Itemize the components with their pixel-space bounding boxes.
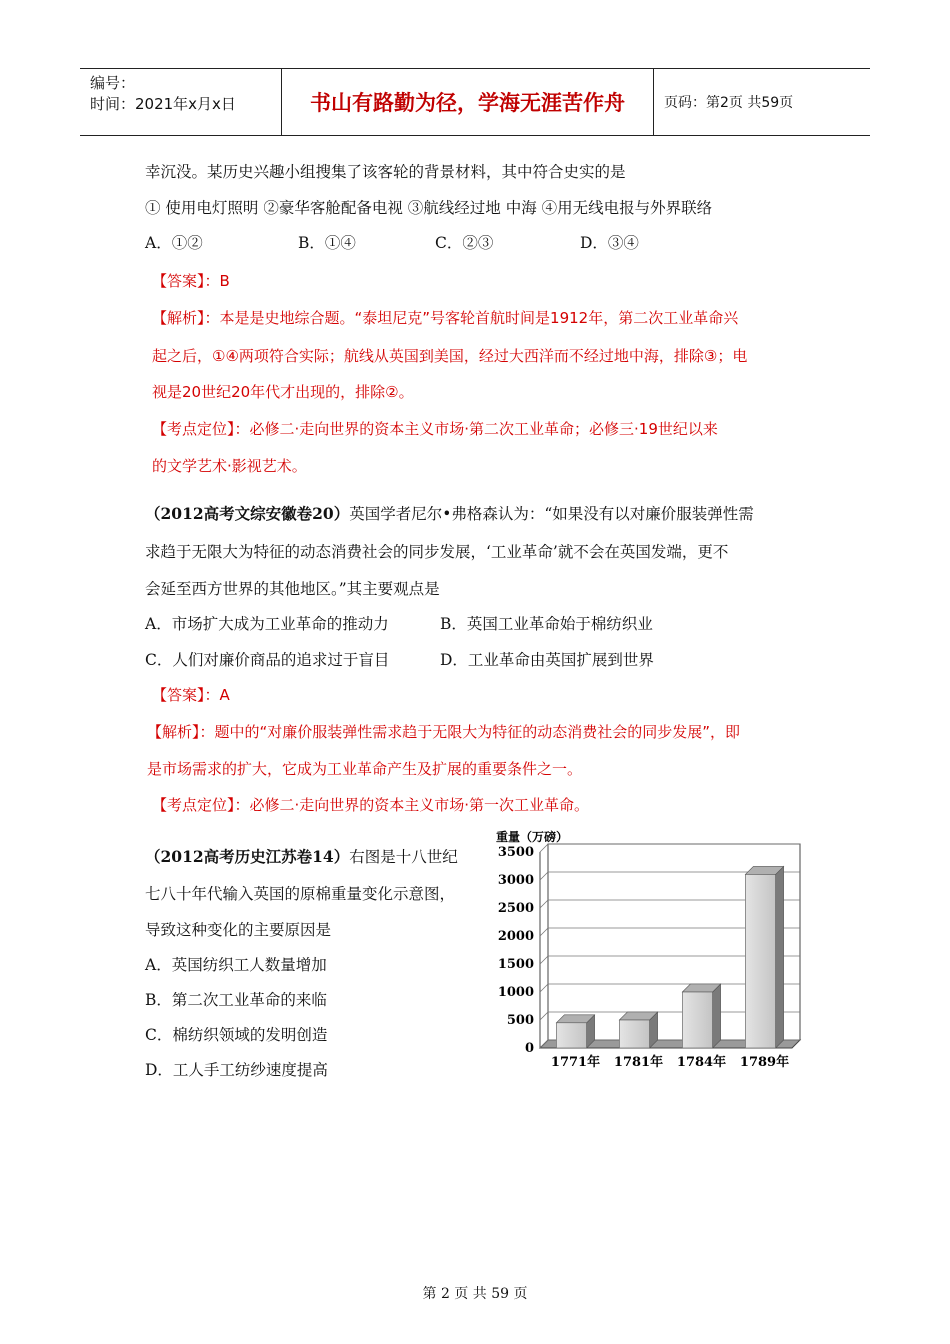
q2-stem-line: 求趋于无限大为特征的动态消费社会的同步发展，‘工业革命’就不会在英国发端，更不 xyxy=(145,543,729,561)
q3-stem-line: 右图是十八世纪 xyxy=(349,848,458,866)
serial-label: 编号： xyxy=(90,74,136,92)
date-line: 时间：2021年x月x日 xyxy=(90,95,236,113)
q2-stem-first xyxy=(145,502,754,524)
q1-answer: 【答案】：B xyxy=(152,272,230,290)
q2-stem-line: 英国学者尼尔•弗格森认为：“如果没有以对廉价服装弹性需 xyxy=(349,505,754,523)
q1-option-d: D．③④ xyxy=(580,234,639,252)
chart-bar-front xyxy=(619,1020,649,1048)
cotton-import-chart xyxy=(490,826,810,1076)
q1-point-line: 【考点定位】：必修二·走向世界的资本主义市场·第二次工业革命；必修三·19世纪以来 xyxy=(152,420,718,438)
chart-ytick-label: 2000 xyxy=(497,929,534,944)
q1-analysis-line: 【解析】：本是是史地综合题。“泰坦尼克”号客轮首航时间是1912年，第二次工业革命兴 xyxy=(152,309,739,327)
chart-bar-side xyxy=(776,866,784,1048)
q3-option-c: C．棉纺织领域的发明创造 xyxy=(145,1026,328,1044)
chart-gridline xyxy=(540,928,548,936)
chart-gridline xyxy=(540,984,548,992)
chart-gridline xyxy=(540,900,548,908)
q3-stem-line: 七八十年代输入英国的原棉重量变化示意图， xyxy=(145,885,456,903)
chart-bar-front xyxy=(556,1023,586,1048)
chart-ytick-label: 0 xyxy=(524,1041,534,1056)
chart-xtick-label: 1784年 xyxy=(676,1055,727,1070)
page-footer: 第 2 页 共 59 页 xyxy=(422,1286,528,1302)
chart-ytick-label: 500 xyxy=(506,1013,534,1028)
q1-option-c: C．②③ xyxy=(435,234,494,252)
q3-option-d: D．工人手工纺纱速度提高 xyxy=(145,1061,328,1079)
chart-xtick-label: 1781年 xyxy=(613,1055,664,1070)
chart-bar xyxy=(619,1012,657,1048)
q3-stem-line: 导致这种变化的主要原因是 xyxy=(145,921,332,939)
q2-answer: 【答案】：A xyxy=(152,686,230,704)
q3-option-b: B．第二次工业革命的来临 xyxy=(145,991,327,1009)
chart-gridline xyxy=(540,844,548,852)
chart-bar-front xyxy=(682,992,712,1048)
q2-option-a: A．市场扩大成为工业革命的推动力 xyxy=(145,615,389,633)
chart-ytick-label: 2500 xyxy=(497,901,534,916)
q3-source: （2012高考历史江苏卷14） xyxy=(145,847,350,866)
q1-point-line: 的文学艺术·影视艺术。 xyxy=(152,457,307,475)
q1-analysis-line: 起之后，①④两项符合实际；航线从英国到美国，经过大西洋而不经过地中海，排除③；电 xyxy=(152,347,748,365)
chart-ytick-label: 3000 xyxy=(497,873,534,888)
chart-bar xyxy=(556,1015,594,1048)
page-header xyxy=(80,68,870,136)
chart-bar xyxy=(682,984,720,1048)
q2-option-b: B．英国工业革命始于棉纺织业 xyxy=(440,615,653,633)
q3-option-a: A．英国纺织工人数量增加 xyxy=(145,956,327,974)
header-motto: 书山有路勤为径，学海无涯苦作舟 xyxy=(282,69,654,135)
chart-xtick-label: 1771年 xyxy=(550,1055,601,1070)
chart-ytick-label: 3500 xyxy=(497,845,534,860)
q3-stem-first xyxy=(145,845,458,867)
chart-gridline xyxy=(540,1012,548,1020)
chart-ylabel: 重量（万磅） xyxy=(496,830,569,844)
chart-bar-side xyxy=(713,984,721,1048)
chart-gridline xyxy=(540,872,548,880)
q2-point: 【考点定位】：必修二·走向世界的资本主义市场·第一次工业革命。 xyxy=(152,796,590,814)
q2-analysis-line: 【解析】：题中的“对廉价服装弹性需求趋于无限大为特征的动态消费社会的同步发展”，即 xyxy=(147,723,741,741)
q1-stem-tail: 幸沉没。某历史兴趣小组搜集了该客轮的背景材料，其中符合史实的是 xyxy=(145,163,626,181)
chart-ytick-label: 1000 xyxy=(497,985,534,1000)
q2-analysis-line: 是市场需求的扩大，它成为工业革命产生及扩展的重要条件之一。 xyxy=(147,760,583,778)
q2-option-d: D．工业革命由英国扩展到世界 xyxy=(440,651,654,669)
q2-source: （2012高考文综安徽卷20） xyxy=(145,504,350,523)
q1-option-b: B．①④ xyxy=(298,234,356,252)
header-left xyxy=(80,69,282,135)
q1-statements: ① 使用电灯照明 ②豪华客舱配备电视 ③航线经过地 中海 ④用无线电报与外界联络 xyxy=(145,199,713,217)
header-page-info: 页码：第2页 共59页 xyxy=(664,95,794,111)
chart-xtick-label: 1789年 xyxy=(739,1055,790,1070)
q2-option-c: C．人们对廉价商品的追求过于盲目 xyxy=(145,651,390,669)
chart-bar-front xyxy=(745,874,775,1048)
q1-analysis-line: 视是20世纪20年代才出现的，排除②。 xyxy=(152,383,414,401)
chart-gridline xyxy=(540,956,548,964)
q1-option-a: A．①② xyxy=(145,234,203,252)
chart-bar xyxy=(745,866,783,1048)
chart-ytick-label: 1500 xyxy=(497,957,534,972)
q2-stem-line: 会延至西方世界的其他地区。”其主要观点是 xyxy=(145,580,440,598)
